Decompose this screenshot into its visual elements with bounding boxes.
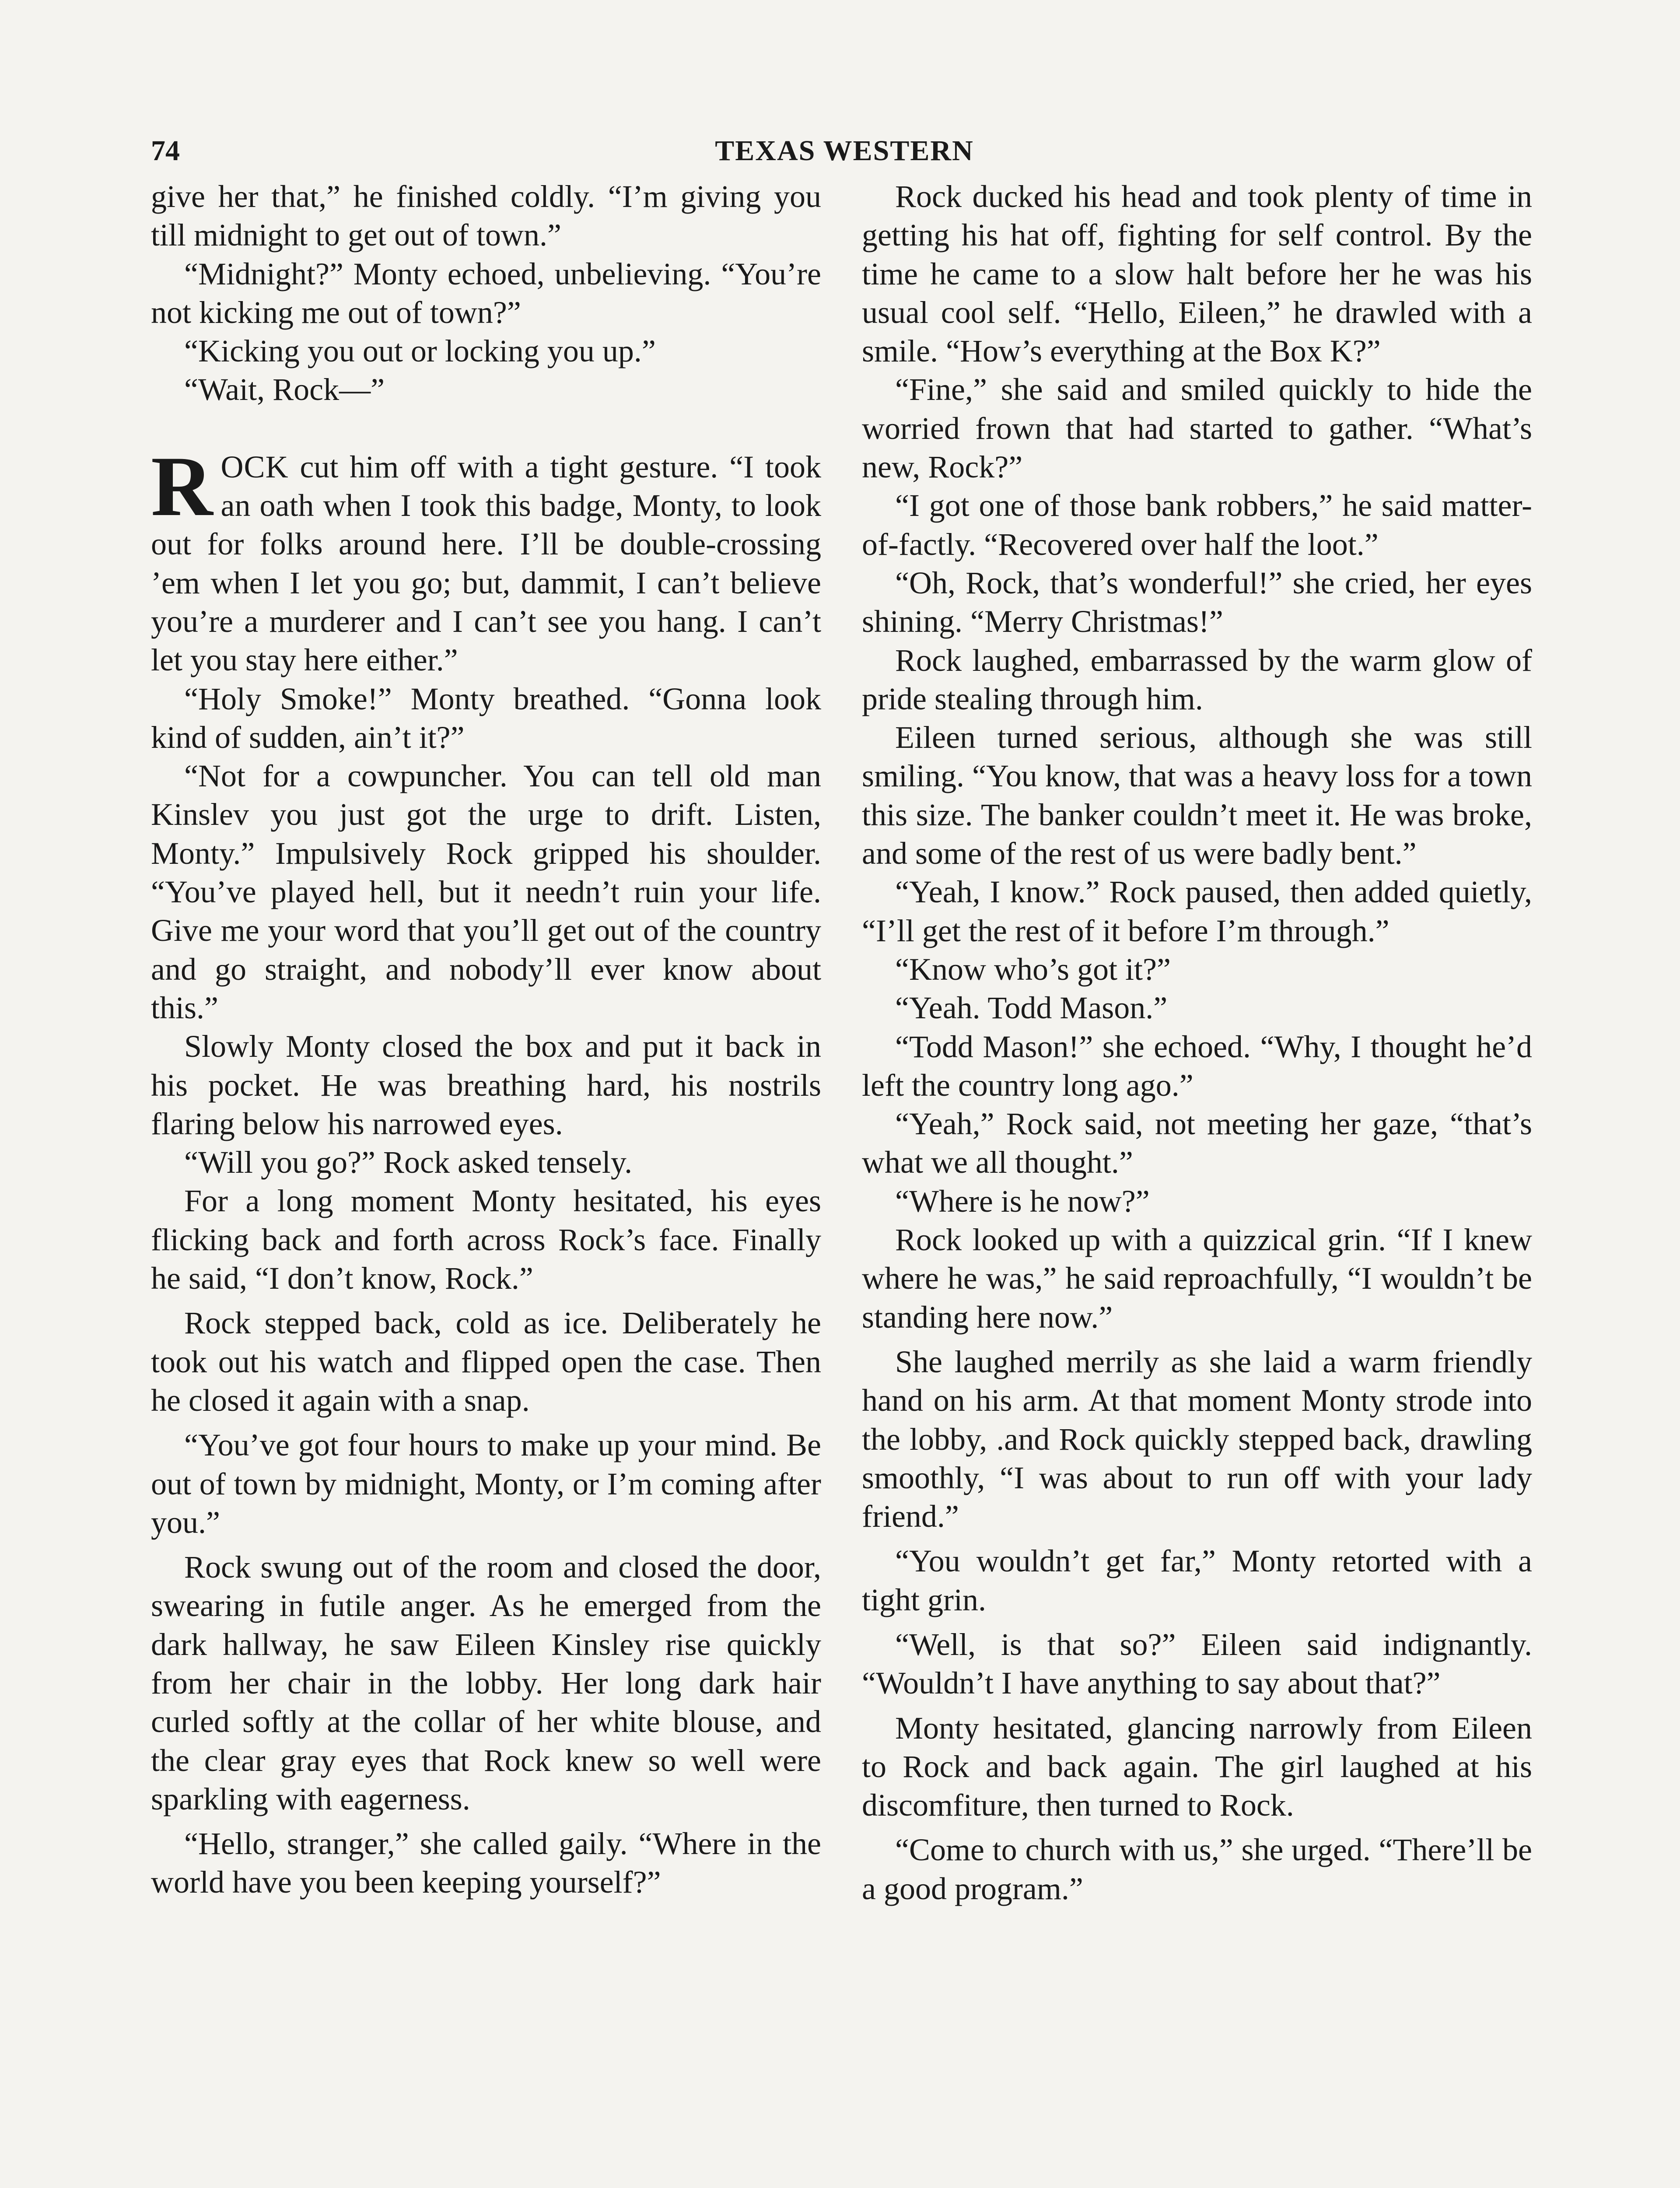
- section-opening-paragraph: [151, 438, 821, 680]
- paragraph: “Know who’s got it?”: [895, 951, 1171, 987]
- paragraph: Eileen turned serious, although she was still smiling. “You know, that was a heavy loss for a town this size. The banker couldn’t meet it. He was broke, and some of the rest of us were badly bent.”: [862, 720, 1532, 871]
- paragraph: “Todd Mason!” she echoed. “Why, I thought he’d left the country long ago.”: [862, 1029, 1532, 1103]
- paragraph: “Well, is that so?” Eileen said indignantly. “Wouldn’t I have anything to say about that?”: [862, 1627, 1532, 1701]
- paragraph: For a long moment Monty hesitated, his eyes flicking back and forth across Rock’s face. Finally he said, “I don’t know, Rock.”: [151, 1183, 821, 1296]
- paragraph: Rock stepped back, cold as ice. Deliberately he took out his watch and flipped open the case. Then he closed it again with a snap.: [151, 1305, 821, 1418]
- paragraph: “You’ve got four hours to make up your mind. Be out of town by midnight, Monty, or I’m coming after you.”: [151, 1427, 821, 1540]
- paragraph: give her that,” he finished coldly. “I’m giving you till midnight to get out of town.”: [151, 179, 821, 253]
- paragraph: “Yeah, I know.” Rock paused, then added quietly, “I’ll get the rest of it before I’m through.”: [862, 874, 1532, 948]
- paragraph: “Midnight?” Monty echoed, unbelieving. “You’re not kicking me out of town?”: [151, 256, 821, 330]
- paragraph: “Holy Smoke!” Monty breathed. “Gonna look kind of sudden, ain’t it?”: [151, 681, 821, 755]
- paragraph: Rock swung out of the room and closed the door, swearing in futile anger. As he emerged from the dark hallway, he saw Eileen Kinsley rise quickly from her chair in the lobby. Her long dark hair curled softly at the collar of her white blouse, and the clear gray eyes that Rock knew so well were sparkling with eagerness.: [151, 1550, 821, 1816]
- paragraph: “Will you go?” Rock asked tensely.: [184, 1145, 633, 1180]
- paragraph: “Wait, Rock—”: [184, 372, 385, 407]
- paragraph: “You wouldn’t get far,” Monty retorted with a tight grin.: [862, 1543, 1532, 1617]
- paragraph: “Fine,” she said and smiled quickly to hide the worried frown that had started to gather. “What’s new, Rock?”: [862, 372, 1532, 485]
- running-title: TEXAS WESTERN: [715, 135, 974, 167]
- paragraph: “Where is he now?”: [895, 1183, 1150, 1219]
- section-text: cut him off with a tight gesture. “I took an oath when I took this badge, Monty, to look out for folks around here. I’ll be double-crossing ’em when I let you go; but, dammit, I can’t believe you’re a murderer and I can’t see you hang. I can’t let you stay here either.”: [151, 449, 821, 678]
- paragraph: “Not for a cowpuncher. You can tell old man Kinslev you just got the urge to drift. Listen, Monty.” Impulsively Rock gripped his shoulder. “You’ve played hell, but it needn’t ruin your life. Give me your word that you’ll get out of the country and go straight, and nobody’ll ever know about this.”: [151, 758, 821, 1025]
- paragraph: “Kicking you out or locking you up.”: [184, 333, 656, 369]
- paragraph: “Hello, stranger,” she called gaily. “Where in the world have you been keeping yourself?”: [151, 1826, 821, 1900]
- left-column: [151, 177, 821, 1902]
- paragraph: “Oh, Rock, that’s wonderful!” she cried, her eyes shining. “Merry Christmas!”: [862, 565, 1532, 639]
- drop-cap: R: [151, 438, 213, 534]
- paragraph: Rock laughed, embarrassed by the warm glow of pride stealing through him.: [862, 642, 1532, 716]
- paragraph: Slowly Monty closed the box and put it back in his pocket. He was breathing hard, his nostrils flaring below his narrowed eyes.: [151, 1029, 821, 1141]
- page-header: [151, 131, 1538, 171]
- paragraph: “I got one of those bank robbers,” he said matter-of-factly. “Recovered over half the loot.”: [862, 488, 1532, 562]
- section-lead-word: OCK: [220, 449, 289, 484]
- right-column: [862, 177, 1532, 1908]
- paragraph: “Yeah,” Rock said, not meeting her gaze, “that’s what we all thought.”: [862, 1106, 1532, 1180]
- paragraph: She laughed merrily as she laid a warm friendly hand on his arm. At that moment Monty strode into the lobby, .and Rock quickly stepped back, drawling smoothly, “I was about to run off with your lady friend.”: [862, 1344, 1532, 1534]
- paragraph: “Yeah. Todd Mason.”: [895, 990, 1168, 1026]
- paragraph: Monty hesitated, glancing narrowly from Eileen to Rock and back again. The girl laughed at his discomfiture, then turned to Rock.: [862, 1710, 1532, 1823]
- paragraph: “Come to church with us,” she urged. “There’ll be a good program.”: [862, 1832, 1532, 1906]
- page-number: 74: [151, 135, 180, 167]
- paragraph: Rock looked up with a quizzical grin. “If I knew where he was,” he said reproachfully, “I wouldn’t be standing here now.”: [862, 1222, 1532, 1335]
- paragraph: Rock ducked his head and took plenty of time in getting his hat off, fighting for self control. By the time he came to a slow halt before her he was his usual cool self. “Hello, Eileen,” he drawled with a smile. “How’s everything at the Box K?”: [862, 179, 1532, 369]
